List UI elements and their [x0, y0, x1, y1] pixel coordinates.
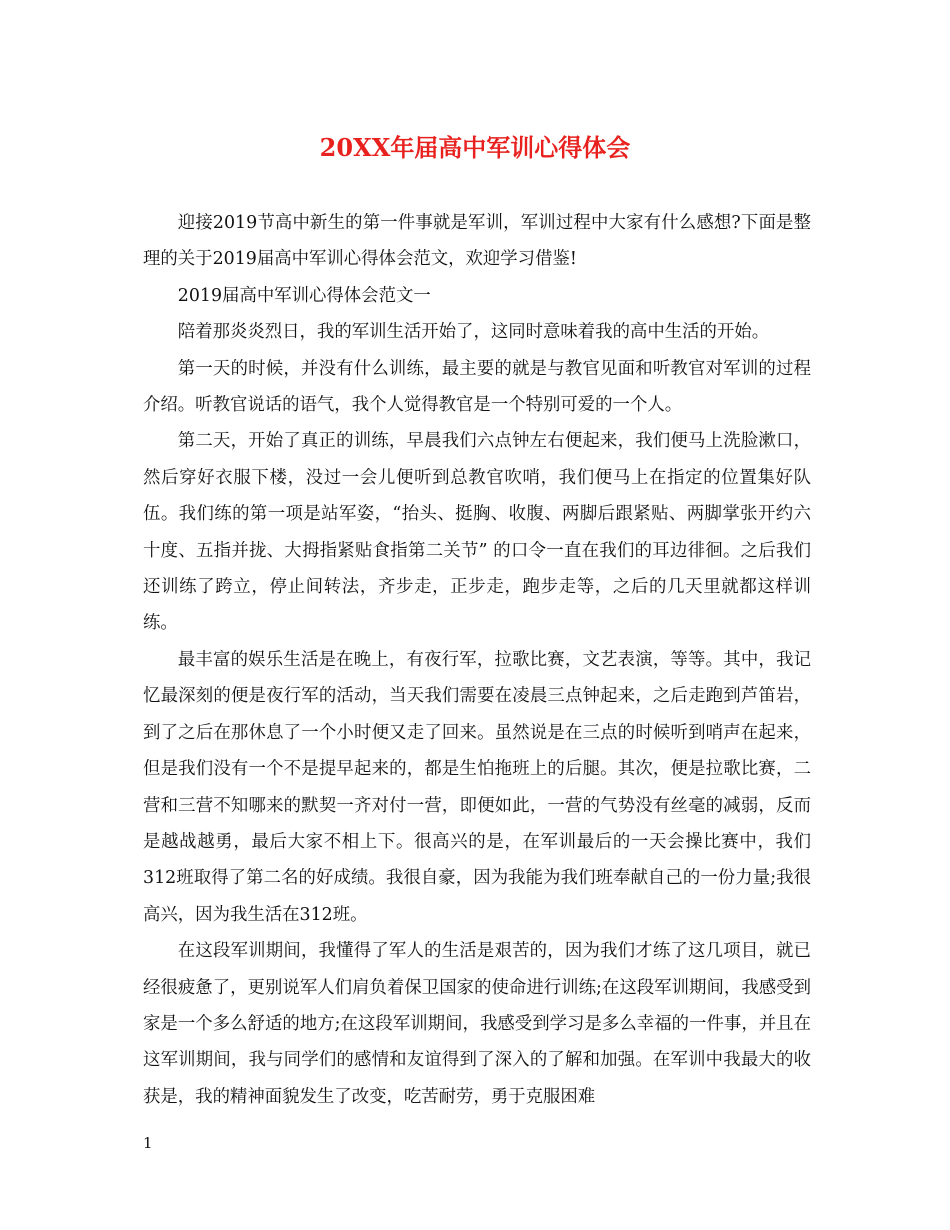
body-paragraph: 第二天，开始了真正的训练，早晨我们六点钟左右便起来，我们便马上洗脸漱口，然后穿好衣服下楼，没过一会儿便听到总教官吹哨，我们便马上在指定的位置集好队伍。我们练的第一项是站军姿，“抬头、挺胸、收腹、两脚后跟紧贴、两脚掌张开约六十度、五指并拢、大拇指紧贴食指第二关节” 的口令一直在我们的耳边徘徊。之后我们还训练了跨立，停止间转法，齐步走，正步走，跑步走等，之后的几天里就都这样训练。 — [143, 431, 811, 634]
body-paragraph: 第一天的时候，并没有什么训练，最主要的就是与教官见面和听教官对军训的过程介绍。听教官说话的语气，我个人觉得教官是一个特别可爱的一个人。 — [143, 358, 811, 416]
body-paragraph: 在这段军训期间，我懂得了军人的生活是艰苦的，因为我们才练了这几项目，就已经很疲惫了，更别说军人们肩负着保卫国家的使命进行训练;在这段军训期间，我感受到家是一个多么舒适的地方;在这段军训期间，我感受到学习是多么幸福的一件事，并且在这军训期间，我与同学们的感情和友谊得到了深入的了解和加强。在军训中我最大的收获是，我的精神面貌发生了改变，吃苦耐劳，勇于克服困难 — [143, 941, 811, 1107]
section-heading: 2019届高中军训心得体会范文一 — [177, 285, 431, 306]
page-number: 1 — [143, 1134, 153, 1152]
body-paragraph: 最丰富的娱乐生活是在晚上，有夜行军，拉歌比赛，文艺表演，等等。其中，我记忆最深刻的便是夜行军的活动，当天我们需要在凌晨三点钟起来，之后走跑到芦笛岩，到了之后在那休息了一个小时便又走了回来。虽然说是在三点的时候听到哨声在起来，但是我们没有一个不是提早起来的，都是生怕拖班上的后腿。其次，便是拉歌比赛，二营和三营不知哪来的默契一齐对付一营，即便如此，一营的气势没有丝毫的减弱，反而是越战越勇，最后大家不相上下。很高兴的是，在军训最后的一天会操比赛中，我们312班取得了第二名的好成绩。我很自豪，因为我能为我们班奉献自己的一份力量;我很高兴，因为我生活在312班。 — [143, 649, 811, 925]
body-paragraph: 陪着那炎炎烈日，我的军训生活开始了，这同时意味着我的高中生活的开始。 — [177, 322, 770, 343]
document-title: 20XX年届高中军训心得体会 — [319, 133, 631, 162]
intro-paragraph: 迎接2019节高中新生的第一件事就是军训，军训过程中大家有什么感想?下面是整理的关于2019届高中军训心得体会范文，欢迎学习借鉴! — [143, 213, 811, 270]
document-body — [143, 205, 811, 1115]
